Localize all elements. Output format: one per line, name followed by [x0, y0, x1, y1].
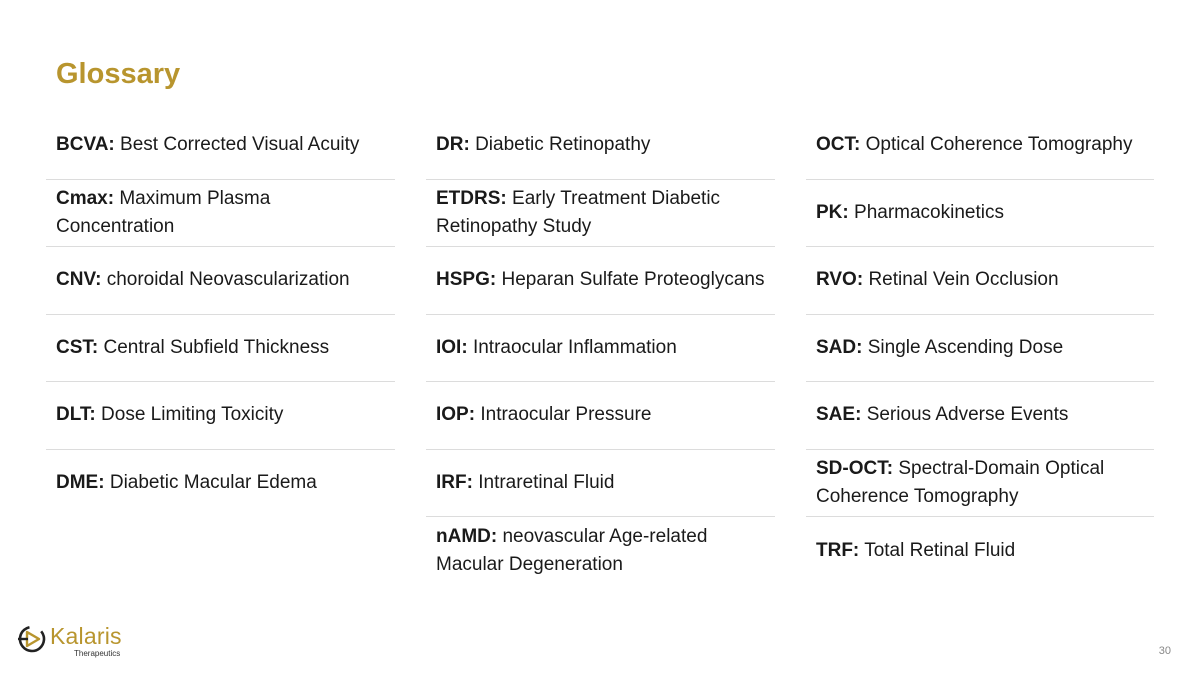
glossary-term: TRF: [816, 539, 860, 561]
glossary-term: IRF: [436, 471, 473, 493]
glossary-entry [46, 180, 395, 248]
logo-wordmark: Kalaris [50, 623, 122, 649]
glossary-definition: choroidal Neovascularization [106, 269, 350, 291]
company-logo [16, 623, 126, 659]
glossary-term: RVO: [816, 269, 864, 291]
glossary-term: IOP: [436, 404, 476, 426]
kalaris-logo-icon [16, 623, 48, 655]
glossary-entry [806, 382, 1154, 450]
glossary-term: BCVA: [56, 134, 115, 156]
glossary-entry [806, 180, 1154, 248]
glossary-entry [426, 112, 775, 180]
glossary-entry [426, 315, 775, 383]
glossary-definition: Serious Adverse Events [866, 404, 1069, 426]
glossary-term: CNV: [56, 269, 102, 291]
glossary-entry [806, 247, 1154, 315]
glossary-column-2 [426, 112, 775, 585]
glossary-definition: neovascular Age-related Macular Degeneration [436, 525, 708, 575]
glossary-entry [46, 450, 395, 518]
glossary-definition: Dose Limiting Toxicity [101, 404, 284, 426]
glossary-definition: Central Subfield Thickness [103, 336, 330, 358]
page-number: 30 [1158, 645, 1171, 657]
glossary-entry [426, 247, 775, 315]
glossary-definition: Best Corrected Visual Acuity [120, 134, 360, 156]
glossary-term: nAMD: [436, 525, 498, 547]
glossary-entry [46, 112, 395, 180]
glossary-entry [806, 112, 1154, 180]
glossary-entry [426, 382, 775, 450]
glossary-definition: Optical Coherence Tomography [865, 134, 1133, 156]
page-title: Glossary [56, 58, 181, 90]
glossary-entry [426, 517, 775, 585]
glossary-term: ETDRS: [436, 187, 507, 209]
glossary-definition: Total Retinal Fluid [864, 539, 1016, 561]
glossary-definition: Diabetic Macular Edema [109, 472, 317, 494]
glossary-term: HSPG: [436, 269, 497, 291]
glossary-term: DLT: [56, 404, 96, 426]
glossary-definition: Single Ascending Dose [867, 336, 1064, 358]
glossary-term: IOI: [436, 336, 468, 358]
glossary-definition: Retinal Vein Occlusion [868, 269, 1059, 291]
glossary-definition: Heparan Sulfate Proteoglycans [501, 269, 765, 291]
glossary-term: PK: [816, 201, 849, 223]
glossary-entry [426, 180, 775, 248]
glossary-term: SD-OCT: [816, 457, 894, 479]
glossary-term: SAD: [816, 336, 863, 358]
glossary-term: CST: [56, 336, 99, 358]
glossary-entry [806, 517, 1154, 585]
glossary-definition: Pharmacokinetics [854, 201, 1004, 223]
glossary-entry [46, 382, 395, 450]
glossary-entry [806, 315, 1154, 383]
glossary-definition: Spectral-Domain Optical Coherence Tomography [816, 457, 1105, 507]
glossary-definition: Intraocular Inflammation [472, 336, 677, 358]
glossary-definition: Intraretinal Fluid [478, 471, 615, 493]
glossary-entry [806, 450, 1154, 518]
glossary-term: OCT: [816, 134, 861, 156]
glossary-entry [46, 247, 395, 315]
glossary-definition: Diabetic Retinopathy [475, 134, 651, 156]
glossary-definition: Early Treatment Diabetic Retinopathy Study [436, 187, 721, 237]
glossary-definition: Maximum Plasma Concentration [56, 187, 271, 237]
logo-subtitle: Therapeutics [74, 649, 121, 658]
glossary-entry [426, 450, 775, 518]
glossary-definition: Intraocular Pressure [480, 404, 652, 426]
glossary-term: SAE: [816, 404, 862, 426]
glossary-term: DME: [56, 472, 105, 494]
glossary-term: DR: [436, 134, 470, 156]
glossary-column-3 [806, 112, 1154, 585]
glossary-column-1 [46, 112, 395, 517]
glossary-entry [46, 315, 395, 383]
glossary-term: Cmax: [56, 187, 115, 209]
